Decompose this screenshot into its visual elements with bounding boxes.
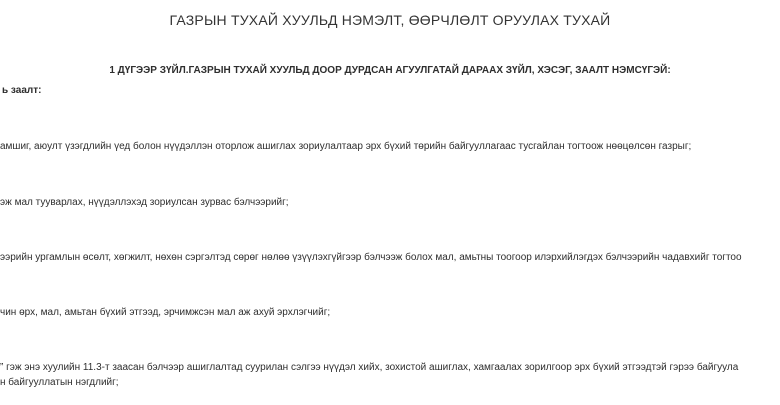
paragraph-2: эж мал тууварлах, нүүдэллэхэд зориулсан зурвас бэлчээрийг; (0, 197, 289, 208)
paragraph-5-continuation: н байгууллатын нэгдлийг; (0, 377, 119, 388)
document-title: ГАЗРЫН ТУХАЙ ХУУЛЬД НЭМЭЛТ, ӨӨРЧЛӨЛТ ОРУУЛАХ ТУХАЙ (169, 12, 611, 28)
paragraph-4: чин өрх, мал, амьтан бүхий этгээд, эрчимжсэн мал аж ахуй эрхлэгчийг; (0, 307, 331, 318)
article-heading: 1 ДҮГЭЭР ЗҮЙЛ.ГАЗРЫН ТУХАЙ ХУУЛЬД ДООР ДУРДСАН АГУУЛГАТАЙ ДАРААХ ЗҮЙЛ, ХЭСЭГ, ЗААЛТ НЭМСҮГЭЙ: (109, 65, 671, 76)
paragraph-3: ээрийн ургамлын өсөлт, хөгжилт, нөхөн сэргэлтэд сөрөг нөлөө үзүүлэхгүйгээр бэлчээж болох мал, амьтны тоогоор илэрхийлэгдэх бэлчээрийн чадавхийг тогтоо (0, 252, 742, 263)
paragraph-5: ” гэж энэ хуулийн 11.3-т заасан бэлчээр ашиглалтад суурилан сэлгээ нүүдэл хийх, зохистой ашиглах, хамгаалах зорилгоор эрх бүхий этгээдтэй гэрээ байгуула (0, 362, 739, 373)
paragraph-1: амшиг, аюулт үзэгдлийн үед болон нүүдэллэн оторлож ашиглах зориулалтаар эрх бүхий төрийн байгууллагаас тусгайлан тогтоож нөөцөлсөн газрыг; (0, 141, 692, 152)
lead-clause: ь заалт: (2, 85, 42, 96)
